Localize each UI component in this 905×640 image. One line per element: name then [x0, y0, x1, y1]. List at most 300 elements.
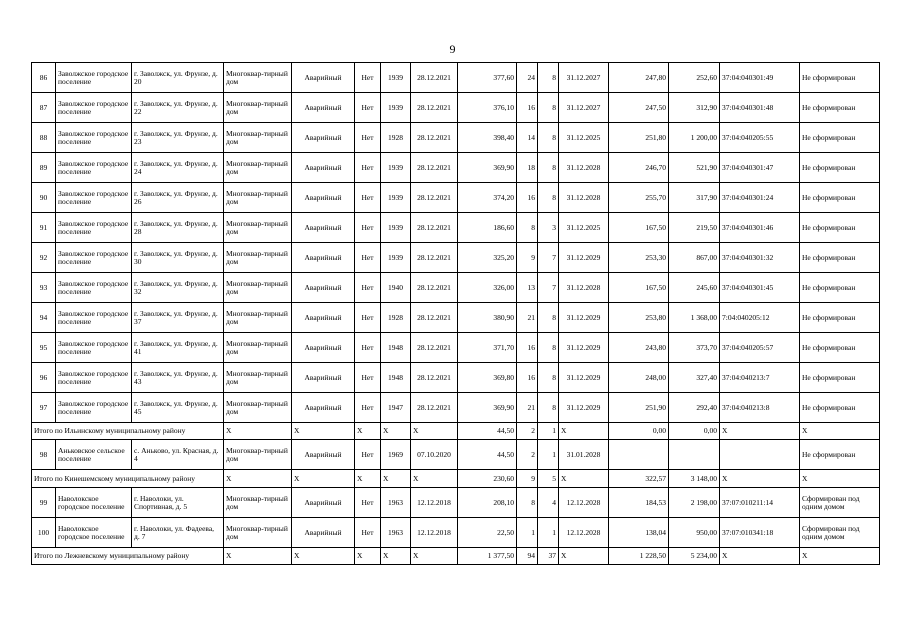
cell-status: Аварийный [292, 273, 355, 303]
cell-year: 1940 [381, 273, 411, 303]
cell-rooms: 1 [538, 440, 559, 470]
cell-s1: 167,50 [609, 273, 669, 303]
cell-s2 [669, 440, 720, 470]
cell-type: Многоквар-тирный дом [224, 93, 292, 123]
cell-status: Аварийный [292, 93, 355, 123]
cell-date: 28.12.2021 [411, 93, 458, 123]
table-row [32, 183, 880, 213]
cell-date: 12.12.2018 [411, 488, 458, 518]
cell-status: Аварийный [292, 333, 355, 363]
cell-settlement: Аньковское сельское поселение [56, 440, 132, 470]
cell-status: Аварийный [292, 303, 355, 333]
cell-people: 24 [517, 63, 538, 93]
cell-people: 18 [517, 153, 538, 183]
cell-formed: Не сформирован [800, 440, 880, 470]
total-cell-people: 2 [517, 423, 538, 440]
cell-status: Аварийный [292, 213, 355, 243]
cell-rooms: 8 [538, 63, 559, 93]
cell-people: 16 [517, 183, 538, 213]
cell-address: г. Заволжск, ул. Фрунзе, д. 26 [132, 183, 224, 213]
cell-formed: Не сформирован [800, 183, 880, 213]
cell-year: 1939 [381, 213, 411, 243]
cell-formed: Не сформирован [800, 123, 880, 153]
cell-date: 28.12.2021 [411, 243, 458, 273]
cell-type: Многоквар-тирный дом [224, 393, 292, 423]
total-cell-status: X [292, 423, 355, 440]
cell-type: Многоквар-тирный дом [224, 273, 292, 303]
cell-no: 96 [32, 363, 56, 393]
cell-address: г. Заволжск, ул. Фрунзе, д. 32 [132, 273, 224, 303]
cell-address: г. Заволжск, ул. Фрунзе, д. 45 [132, 393, 224, 423]
table-row [32, 393, 880, 423]
cell-flag: Нет [355, 273, 381, 303]
cell-type: Многоквар-тирный дом [224, 123, 292, 153]
cell-rooms: 7 [538, 243, 559, 273]
cell-cadastre: 37:04:040301:45 [720, 273, 800, 303]
cell-s2: 312,90 [669, 93, 720, 123]
cell-people: 8 [517, 488, 538, 518]
cell-s2: 252,60 [669, 63, 720, 93]
cell-address: г. Наволоки, ул. Спортивная, д. 5 [132, 488, 224, 518]
total-cell-deadline: X [559, 548, 609, 565]
cell-formed: Не сформирован [800, 153, 880, 183]
cell-s1: 167,50 [609, 213, 669, 243]
cell-rooms: 8 [538, 123, 559, 153]
cell-s2: 2 198,00 [669, 488, 720, 518]
total-cell-year: X [381, 470, 411, 488]
total-cell-cadastre: X [720, 548, 800, 565]
cell-rooms: 8 [538, 393, 559, 423]
cell-people: 13 [517, 273, 538, 303]
total-cell-formed: X [800, 548, 880, 565]
cell-status: Аварийный [292, 183, 355, 213]
cell-year: 1963 [381, 518, 411, 548]
cell-s1: 184,53 [609, 488, 669, 518]
cell-formed: Не сформирован [800, 393, 880, 423]
cell-area: 369,90 [458, 153, 517, 183]
table-row [32, 243, 880, 273]
cell-address: г. Заволжск, ул. Фрунзе, д. 43 [132, 363, 224, 393]
cell-settlement: Заволжское городское поселение [56, 243, 132, 273]
cell-deadline: 12.12.2028 [559, 518, 609, 548]
cell-s1: 253,80 [609, 303, 669, 333]
cell-people: 16 [517, 333, 538, 363]
cell-cadastre: 37:04:040301:24 [720, 183, 800, 213]
cell-rooms: 8 [538, 363, 559, 393]
table-row [32, 518, 880, 548]
cell-date: 28.12.2021 [411, 63, 458, 93]
total-cell-formed: X [800, 470, 880, 488]
cell-cadastre: 7:04:040205:12 [720, 303, 800, 333]
total-cell-rooms: 37 [538, 548, 559, 565]
cell-s2: 327,40 [669, 363, 720, 393]
cell-flag: Нет [355, 93, 381, 123]
cell-cadastre [720, 440, 800, 470]
cell-year: 1939 [381, 183, 411, 213]
cell-s1 [609, 440, 669, 470]
cell-area: 369,80 [458, 363, 517, 393]
total-cell-year: X [381, 548, 411, 565]
cell-no: 97 [32, 393, 56, 423]
cell-date: 28.12.2021 [411, 153, 458, 183]
cell-s1: 247,50 [609, 93, 669, 123]
total-cell-s1: 0,00 [609, 423, 669, 440]
cell-settlement: Заволжское городское поселение [56, 393, 132, 423]
cell-date: 28.12.2021 [411, 363, 458, 393]
cell-address: г. Заволжск, ул. Фрунзе, д. 37 [132, 303, 224, 333]
cell-flag: Нет [355, 333, 381, 363]
cell-type: Многоквар-тирный дом [224, 303, 292, 333]
cell-area: 380,90 [458, 303, 517, 333]
total-cell-flag: X [355, 548, 381, 565]
cell-s1: 246,70 [609, 153, 669, 183]
cell-year: 1963 [381, 488, 411, 518]
cell-area: 325,20 [458, 243, 517, 273]
cell-flag: Нет [355, 243, 381, 273]
cell-rooms: 1 [538, 518, 559, 548]
cell-address: г. Заволжск, ул. Фрунзе, д. 30 [132, 243, 224, 273]
cell-formed: Не сформирован [800, 333, 880, 363]
cell-year: 1928 [381, 303, 411, 333]
cell-people: 21 [517, 393, 538, 423]
cell-formed: Сформирован под одним домом [800, 518, 880, 548]
cell-no: 94 [32, 303, 56, 333]
cell-type: Многоквар-тирный дом [224, 333, 292, 363]
cell-flag: Нет [355, 518, 381, 548]
cell-s1: 243,80 [609, 333, 669, 363]
cell-no: 95 [32, 333, 56, 363]
cell-type: Многоквар-тирный дом [224, 440, 292, 470]
cell-cadastre: 37:04:040301:32 [720, 243, 800, 273]
cell-address: г. Заволжск, ул. Фрунзе, д. 22 [132, 93, 224, 123]
cell-flag: Нет [355, 440, 381, 470]
cell-flag: Нет [355, 363, 381, 393]
cell-people: 14 [517, 123, 538, 153]
cell-flag: Нет [355, 153, 381, 183]
cell-type: Многоквар-тирный дом [224, 243, 292, 273]
cell-settlement: Заволжское городское поселение [56, 183, 132, 213]
cell-cadastre: 37:04:040213:7 [720, 363, 800, 393]
cell-settlement: Заволжское городское поселение [56, 213, 132, 243]
cell-deadline: 31.12.2029 [559, 393, 609, 423]
cell-cadastre: 37:04:040205:55 [720, 123, 800, 153]
cell-date: 28.12.2021 [411, 393, 458, 423]
cell-people: 16 [517, 363, 538, 393]
cell-year: 1939 [381, 243, 411, 273]
cell-deadline: 31.12.2028 [559, 273, 609, 303]
cell-settlement: Наволокское городское поселение [56, 518, 132, 548]
cell-s2: 1 368,00 [669, 303, 720, 333]
total-row [32, 548, 880, 565]
cell-cadastre: 37:07:010211:14 [720, 488, 800, 518]
cell-status: Аварийный [292, 123, 355, 153]
cell-deadline: 31.12.2029 [559, 363, 609, 393]
cell-no: 88 [32, 123, 56, 153]
cell-date: 12.12.2018 [411, 518, 458, 548]
cell-date: 07.10.2020 [411, 440, 458, 470]
total-row [32, 423, 880, 440]
cell-area: 44,50 [458, 440, 517, 470]
table-row [32, 440, 880, 470]
cell-status: Аварийный [292, 488, 355, 518]
cell-year: 1948 [381, 333, 411, 363]
cell-cadastre: 37:04:040301:46 [720, 213, 800, 243]
cell-formed: Не сформирован [800, 213, 880, 243]
cell-s2: 950,00 [669, 518, 720, 548]
cell-type: Многоквар-тирный дом [224, 63, 292, 93]
total-cell-status: X [292, 470, 355, 488]
cell-formed: Не сформирован [800, 363, 880, 393]
cell-no: 92 [32, 243, 56, 273]
cell-date: 28.12.2021 [411, 183, 458, 213]
cell-s2: 373,70 [669, 333, 720, 363]
cell-area: 377,60 [458, 63, 517, 93]
cell-date: 28.12.2021 [411, 273, 458, 303]
cell-settlement: Заволжское городское поселение [56, 153, 132, 183]
cell-address: с. Аньково, ул. Красная, д. 4 [132, 440, 224, 470]
total-label: Итого по Кинешемскому муниципальному району [32, 470, 224, 488]
cell-cadastre: 37:04:040301:47 [720, 153, 800, 183]
cell-address: г. Заволжск, ул. Фрунзе, д. 24 [132, 153, 224, 183]
total-cell-cadastre: X [720, 423, 800, 440]
total-cell-type: X [224, 548, 292, 565]
total-cell-date: X [411, 423, 458, 440]
cell-year: 1948 [381, 363, 411, 393]
cell-deadline: 31.12.2029 [559, 333, 609, 363]
cell-settlement: Заволжское городское поселение [56, 303, 132, 333]
cell-s2: 521,90 [669, 153, 720, 183]
cell-date: 28.12.2021 [411, 333, 458, 363]
cell-type: Многоквар-тирный дом [224, 153, 292, 183]
cell-area: 186,60 [458, 213, 517, 243]
cell-deadline: 31.12.2028 [559, 183, 609, 213]
cell-settlement: Заволжское городское поселение [56, 93, 132, 123]
cell-rooms: 8 [538, 183, 559, 213]
table-row [32, 363, 880, 393]
cell-date: 28.12.2021 [411, 123, 458, 153]
total-cell-formed: X [800, 423, 880, 440]
cell-status: Аварийный [292, 393, 355, 423]
cell-s2: 1 200,00 [669, 123, 720, 153]
cell-address: г. Заволжск, ул. Фрунзе, д. 41 [132, 333, 224, 363]
total-cell-flag: X [355, 470, 381, 488]
total-cell-date: X [411, 470, 458, 488]
cell-rooms: 8 [538, 93, 559, 123]
cell-no: 93 [32, 273, 56, 303]
cell-address: г. Заволжск, ул. Фрунзе, д. 23 [132, 123, 224, 153]
cell-formed: Не сформирован [800, 63, 880, 93]
cell-rooms: 8 [538, 153, 559, 183]
cell-formed: Не сформирован [800, 93, 880, 123]
cell-status: Аварийный [292, 243, 355, 273]
total-cell-date: X [411, 548, 458, 565]
cell-flag: Нет [355, 63, 381, 93]
cell-area: 376,10 [458, 93, 517, 123]
total-cell-s2: 3 148,00 [669, 470, 720, 488]
page-number: 9 [449, 42, 456, 56]
cell-type: Многоквар-тирный дом [224, 183, 292, 213]
total-row [32, 470, 880, 488]
table-row [32, 93, 880, 123]
cell-no: 91 [32, 213, 56, 243]
cell-no: 100 [32, 518, 56, 548]
cell-year: 1939 [381, 153, 411, 183]
cell-status: Аварийный [292, 63, 355, 93]
cell-status: Аварийный [292, 363, 355, 393]
total-cell-s2: 0,00 [669, 423, 720, 440]
table-body [32, 63, 880, 565]
total-cell-year: X [381, 423, 411, 440]
cell-area: 369,90 [458, 393, 517, 423]
cell-s2: 245,60 [669, 273, 720, 303]
cell-type: Многоквар-тирный дом [224, 363, 292, 393]
cell-settlement: Заволжское городское поселение [56, 363, 132, 393]
cell-s1: 251,90 [609, 393, 669, 423]
cell-s2: 317,90 [669, 183, 720, 213]
cell-s1: 247,80 [609, 63, 669, 93]
table-row [32, 333, 880, 363]
cell-year: 1969 [381, 440, 411, 470]
table-row [32, 488, 880, 518]
cell-rooms: 8 [538, 303, 559, 333]
cell-deadline: 31.12.2027 [559, 93, 609, 123]
cell-status: Аварийный [292, 153, 355, 183]
cell-year: 1939 [381, 63, 411, 93]
total-cell-rooms: 5 [538, 470, 559, 488]
cell-date: 28.12.2021 [411, 303, 458, 333]
cell-s1: 251,80 [609, 123, 669, 153]
cell-s2: 867,00 [669, 243, 720, 273]
total-cell-area: 1 377,50 [458, 548, 517, 565]
cell-type: Многоквар-тирный дом [224, 518, 292, 548]
cell-s2: 292,40 [669, 393, 720, 423]
cell-date: 28.12.2021 [411, 213, 458, 243]
cell-status: Аварийный [292, 518, 355, 548]
cell-s1: 255,70 [609, 183, 669, 213]
total-cell-s2: 5 234,00 [669, 548, 720, 565]
table-row [32, 63, 880, 93]
cell-flag: Нет [355, 213, 381, 243]
cell-area: 374,20 [458, 183, 517, 213]
cell-people: 8 [517, 213, 538, 243]
cell-people: 9 [517, 243, 538, 273]
cell-flag: Нет [355, 488, 381, 518]
cell-deadline: 31.01.2028 [559, 440, 609, 470]
cell-people: 21 [517, 303, 538, 333]
cell-people: 2 [517, 440, 538, 470]
cell-no: 98 [32, 440, 56, 470]
cell-s1: 138,04 [609, 518, 669, 548]
housing-register-table [31, 62, 880, 565]
cell-flag: Нет [355, 183, 381, 213]
total-cell-flag: X [355, 423, 381, 440]
cell-deadline: 31.12.2027 [559, 63, 609, 93]
cell-cadastre: 37:04:040301:49 [720, 63, 800, 93]
cell-rooms: 8 [538, 333, 559, 363]
cell-flag: Нет [355, 303, 381, 333]
cell-cadastre: 37:07:010341:18 [720, 518, 800, 548]
cell-formed: Не сформирован [800, 303, 880, 333]
cell-area: 326,00 [458, 273, 517, 303]
cell-settlement: Заволжское городское поселение [56, 333, 132, 363]
total-cell-status: X [292, 548, 355, 565]
cell-area: 208,10 [458, 488, 517, 518]
cell-status: Аварийный [292, 440, 355, 470]
total-cell-s1: 1 228,50 [609, 548, 669, 565]
total-label: Итого по Ильинскому муниципальному району [32, 423, 224, 440]
table-row [32, 273, 880, 303]
cell-formed: Не сформирован [800, 273, 880, 303]
cell-rooms: 4 [538, 488, 559, 518]
cell-flag: Нет [355, 123, 381, 153]
cell-s1: 248,00 [609, 363, 669, 393]
total-cell-people: 94 [517, 548, 538, 565]
cell-no: 90 [32, 183, 56, 213]
cell-cadastre: 37:04:040213:8 [720, 393, 800, 423]
cell-deadline: 31.12.2029 [559, 303, 609, 333]
cell-year: 1939 [381, 93, 411, 123]
cell-address: г. Заволжск, ул. Фрунзе, д. 20 [132, 63, 224, 93]
table-row [32, 153, 880, 183]
cell-no: 99 [32, 488, 56, 518]
total-cell-deadline: X [559, 470, 609, 488]
cell-settlement: Заволжское городское поселение [56, 123, 132, 153]
cell-flag: Нет [355, 393, 381, 423]
cell-formed: Не сформирован [800, 243, 880, 273]
cell-address: г. Заволжск, ул. Фрунзе, д. 28 [132, 213, 224, 243]
total-cell-type: X [224, 470, 292, 488]
cell-year: 1947 [381, 393, 411, 423]
cell-area: 398,40 [458, 123, 517, 153]
cell-s2: 219,50 [669, 213, 720, 243]
cell-year: 1928 [381, 123, 411, 153]
total-cell-people: 9 [517, 470, 538, 488]
cell-address: г. Наволоки, ул. Фадеева, д. 7 [132, 518, 224, 548]
cell-cadastre: 37:04:040205:57 [720, 333, 800, 363]
cell-people: 16 [517, 93, 538, 123]
total-cell-cadastre: X [720, 470, 800, 488]
total-cell-s1: 322,57 [609, 470, 669, 488]
cell-deadline: 31.12.2028 [559, 153, 609, 183]
cell-area: 371,70 [458, 333, 517, 363]
total-cell-deadline: X [559, 423, 609, 440]
cell-formed: Сформирован под одним домом [800, 488, 880, 518]
cell-no: 87 [32, 93, 56, 123]
cell-deadline: 31.12.2025 [559, 123, 609, 153]
cell-people: 1 [517, 518, 538, 548]
cell-no: 89 [32, 153, 56, 183]
table-row [32, 303, 880, 333]
cell-rooms: 7 [538, 273, 559, 303]
table-row [32, 213, 880, 243]
total-label: Итого по Лежневскому муниципальному району [32, 548, 224, 565]
cell-area: 22,50 [458, 518, 517, 548]
total-cell-type: X [224, 423, 292, 440]
cell-rooms: 3 [538, 213, 559, 243]
cell-type: Многоквар-тирный дом [224, 213, 292, 243]
cell-deadline: 31.12.2025 [559, 213, 609, 243]
cell-deadline: 12.12.2028 [559, 488, 609, 518]
cell-settlement: Заволжское городское поселение [56, 273, 132, 303]
cell-cadastre: 37:04:040301:48 [720, 93, 800, 123]
cell-deadline: 31.12.2029 [559, 243, 609, 273]
table-row [32, 123, 880, 153]
total-cell-area: 44,50 [458, 423, 517, 440]
cell-settlement: Заволжское городское поселение [56, 63, 132, 93]
total-cell-area: 230,60 [458, 470, 517, 488]
total-cell-rooms: 1 [538, 423, 559, 440]
cell-s1: 253,30 [609, 243, 669, 273]
